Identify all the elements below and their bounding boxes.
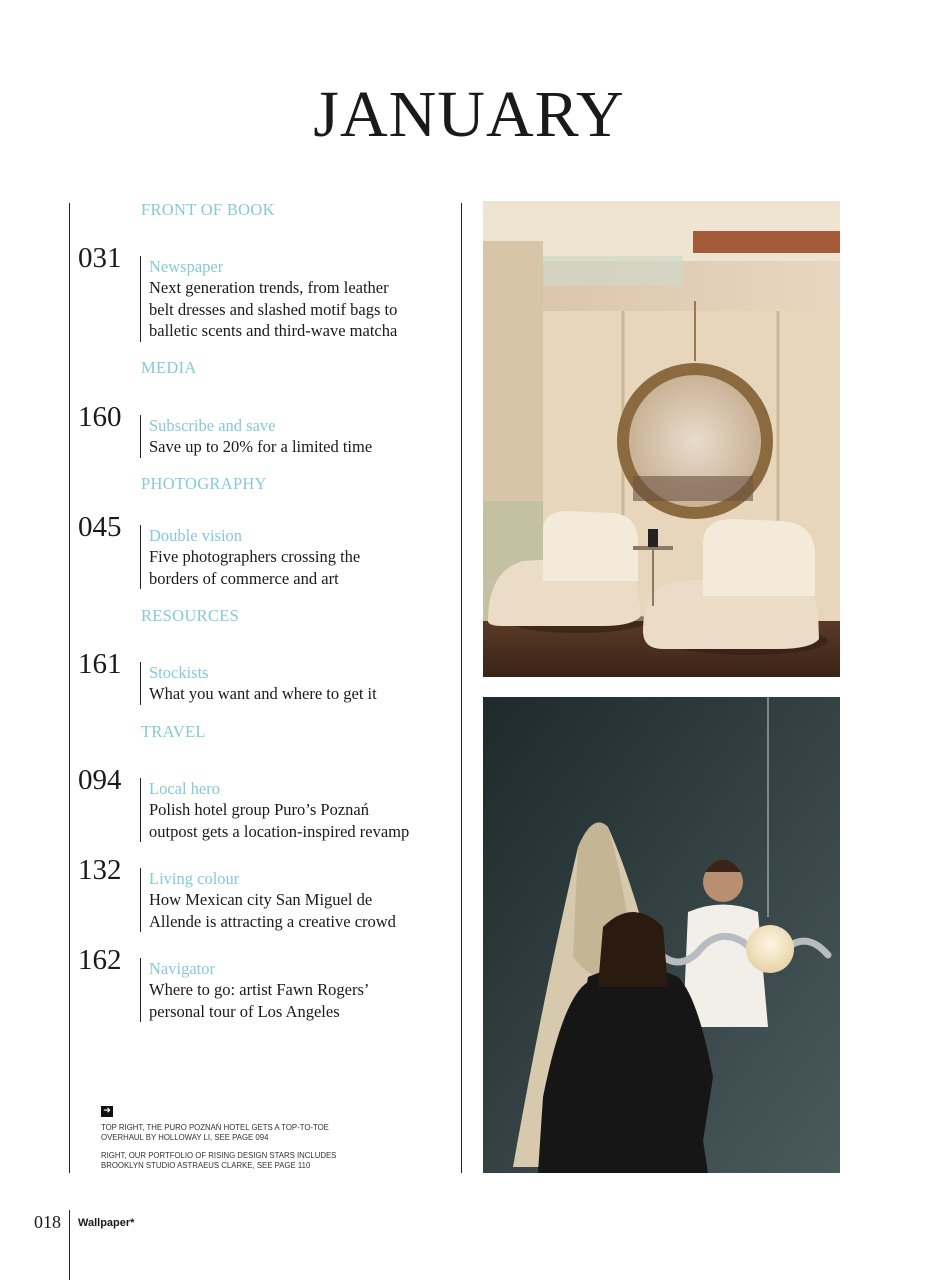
entry-heading: Subscribe and save [149,416,276,435]
contents-entry[interactable] [78,650,448,730]
entry-body [140,525,449,589]
section-photography: PHOTOGRAPHY [141,474,267,493]
designer-portrait-photo [483,697,840,1173]
section-media: MEDIA [141,358,197,377]
entry-description-line: belt dresses and slashed motif bags to [149,299,398,319]
entry-description-line: Five photographers crossing the [149,547,361,566]
page-number: 031 [78,242,122,274]
entry-body [140,778,449,842]
caption-hotel [101,1123,381,1143]
entry-heading: Newspaper [149,257,224,276]
entry-description-line: balletic scents and third-wave matcha [149,321,398,340]
page-number: 162 [78,944,122,976]
entry-body [140,662,449,705]
page-folio: 018 [34,1212,61,1232]
designer-portrait-illustration [483,697,840,1173]
entry-heading: Local hero [149,779,221,798]
brand-logo: Wallpaper* [78,1217,135,1229]
entry-description-line: How Mexican city San Miguel de [149,890,373,909]
entry-description-line: Allende is attracting a creative crowd [149,911,396,931]
page-number: 132 [78,854,122,886]
entry-body [140,868,449,932]
page-number: 161 [78,648,122,680]
contents-entry[interactable] [78,766,448,846]
section-resources: RESOURCES [141,606,240,625]
page-number: 160 [78,401,122,433]
contents-entry[interactable] [78,513,448,593]
contents-entry[interactable] [78,856,448,936]
hotel-interior-photo [483,201,840,677]
entry-heading: Living colour [149,869,240,888]
section-travel: TRAVEL [141,722,206,741]
caption-line: BROOKLYN STUDIO ASTRAEUS CLARKE, SEE PAGE 110 [101,1161,311,1170]
entry-description-line: Where to go: artist Fawn Rogers’ [149,980,370,999]
entry-description-line: borders of commerce and art [149,568,339,588]
section-front-of-book: FRONT OF BOOK [141,200,275,219]
entry-body [140,958,449,1022]
caption-portfolio [101,1151,381,1171]
page-number: 094 [78,764,122,796]
entry-heading: Stockists [149,663,209,682]
hotel-interior-illustration [483,201,840,677]
caption-line: RIGHT, OUR PORTFOLIO OF RISING DESIGN STARS INCLUDES [101,1151,337,1160]
entry-heading: Double vision [149,526,243,545]
entry-description-line: Polish hotel group Puro’s Poznań [149,800,370,819]
entry-description-line: What you want and where to get it [149,684,377,703]
entry-description-line: personal tour of Los Angeles [149,1001,340,1021]
column-rule [461,203,462,1173]
contents-entry[interactable] [78,946,448,1026]
contents-entry[interactable] [78,242,448,340]
entry-description-line: outpost gets a location-inspired revamp [149,821,410,841]
page-number: 045 [78,511,122,543]
entry-description-line: Next generation trends, from leather [149,278,389,297]
entry-body [140,415,449,458]
page-title: JANUARY [313,78,625,151]
contents-entry[interactable] [78,403,448,483]
arrow-right-icon: ➜ [101,1106,113,1117]
left-rule [69,203,70,1173]
entry-heading: Navigator [149,959,215,978]
caption-line: TOP RIGHT, THE PURO POZNAŃ HOTEL GETS A TOP-TO-TOE [101,1123,329,1132]
entry-description-line: Save up to 20% for a limited time [149,437,373,456]
caption-line: OVERHAUL BY HOLLOWAY LI, SEE PAGE 094 [101,1133,269,1142]
entry-body [140,256,449,342]
footer-rule [69,1210,70,1280]
